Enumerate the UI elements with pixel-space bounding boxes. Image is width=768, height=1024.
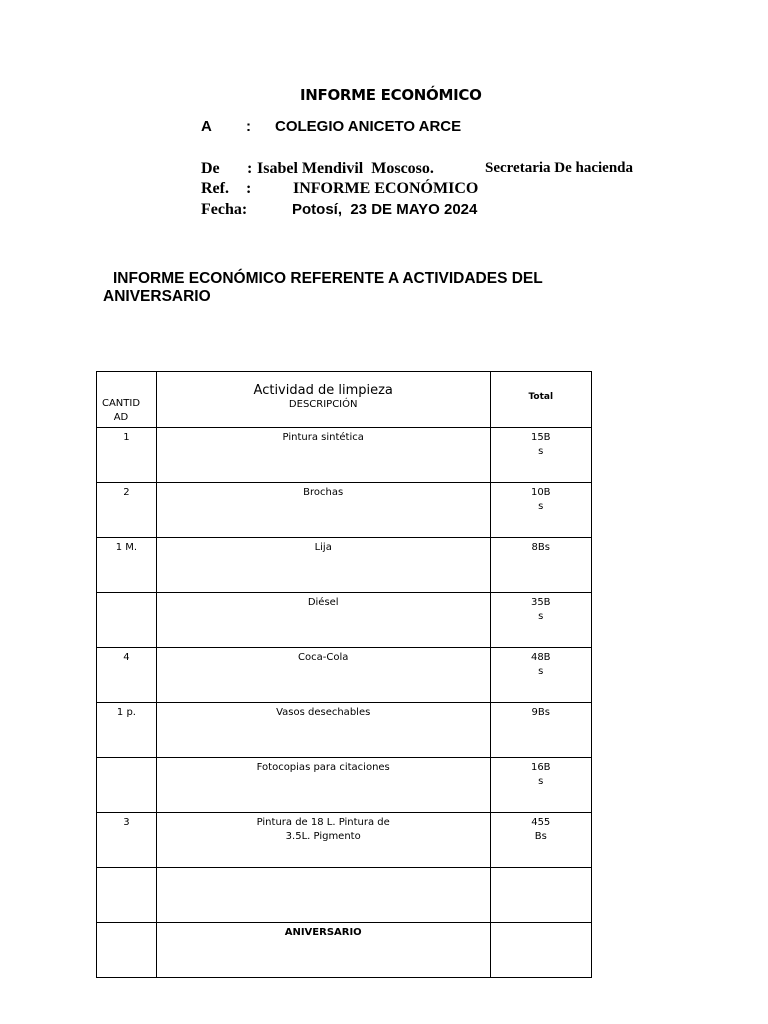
table-row: [97, 593, 592, 648]
col-desc-header: DESCRIPCIÓN: [288, 399, 358, 410]
table-row: [97, 813, 592, 868]
table-row: [97, 703, 592, 758]
qty-cell: [97, 648, 157, 703]
col-qty-header: CANTIDAD: [101, 398, 141, 423]
activity-title: Actividad de limpieza: [253, 383, 393, 398]
total-cell: [490, 758, 591, 813]
qty-value: 1 M.: [115, 542, 138, 553]
table-row: [97, 538, 592, 593]
qty-value: 1: [123, 432, 130, 443]
desc-value: Pintura de 18 L. Pintura de 3.5L. Pigmento: [256, 817, 390, 842]
qty-cell: [97, 703, 157, 758]
document-title: INFORME ECONÓMICO: [300, 86, 482, 104]
total-value: 9Bs: [531, 707, 550, 718]
from-role: Secretaria De hacienda: [485, 160, 634, 176]
desc-value: Coca-Cola: [298, 652, 349, 663]
total-value: 8Bs: [531, 542, 550, 553]
total-value: 10Bs: [530, 487, 551, 512]
ref-label: Ref.: [201, 180, 229, 197]
desc-cell: [156, 758, 490, 813]
total-value: 35Bs: [530, 597, 551, 622]
total-cell: [490, 428, 591, 483]
total-cell: [490, 538, 591, 593]
desc-value: Vasos desechables: [276, 707, 371, 718]
table-row: [97, 868, 592, 923]
table-row: [97, 923, 592, 978]
qty-cell: [97, 813, 157, 868]
to-value: COLEGIO ANICETO ARCE: [275, 118, 462, 135]
table-row: [97, 648, 592, 703]
qty-cell: [97, 868, 157, 923]
desc-cell: [156, 538, 490, 593]
desc-value: Pintura sintética: [282, 432, 364, 443]
total-cell: [490, 593, 591, 648]
total-cell: [490, 813, 591, 868]
total-value: 16Bs: [530, 762, 551, 787]
ref-separator: :: [246, 180, 252, 197]
table-row: [97, 483, 592, 538]
desc-cell: [156, 813, 490, 868]
ref-value: INFORME ECONÓMICO: [293, 180, 479, 197]
desc-value: Fotocopias para citaciones: [256, 762, 390, 773]
qty-cell: [97, 593, 157, 648]
qty-value: 4: [123, 652, 130, 663]
col-total-header: Total: [528, 392, 554, 402]
report-heading-line1: INFORME ECONÓMICO REFERENTE A ACTIVIDADES DEL: [113, 270, 543, 287]
report-heading: [103, 270, 573, 306]
from-label: De: [201, 160, 220, 177]
header-total-cell: [490, 372, 591, 428]
desc-cell: [156, 593, 490, 648]
to-separator: :: [246, 118, 251, 135]
total-cell: [490, 923, 591, 978]
table-header-row: [97, 372, 592, 428]
table-row: [97, 758, 592, 813]
total-cell: [490, 703, 591, 758]
desc-value: Brochas: [303, 487, 344, 498]
total-cell: [490, 868, 591, 923]
qty-value: 3: [123, 817, 130, 828]
expense-table: [96, 371, 592, 978]
total-value: 15Bs: [530, 432, 551, 457]
qty-cell: [97, 758, 157, 813]
qty-cell: [97, 538, 157, 593]
desc-cell: [156, 483, 490, 538]
desc-value: Lija: [314, 542, 332, 553]
date-value: Potosí, 23 DE MAYO 2024: [292, 201, 478, 218]
qty-value: 1 p.: [116, 707, 136, 718]
table-row: [97, 428, 592, 483]
to-label: A: [201, 118, 212, 135]
desc-value: Diésel: [307, 597, 339, 608]
desc-cell: [156, 428, 490, 483]
total-value: 48Bs: [530, 652, 551, 677]
desc-cell: [156, 703, 490, 758]
qty-cell: [97, 428, 157, 483]
from-value: Isabel Mendivil Moscoso.: [257, 160, 434, 177]
header-qty-cell: [97, 372, 157, 428]
qty-cell: [97, 483, 157, 538]
qty-value: 2: [123, 487, 130, 498]
total-cell: [490, 648, 591, 703]
date-label: Fecha:: [201, 201, 248, 218]
desc-cell: [156, 648, 490, 703]
qty-cell: [97, 923, 157, 978]
desc-value: ANIVERSARIO: [284, 927, 362, 938]
desc-cell: [156, 923, 490, 978]
total-value: 455 Bs: [531, 817, 551, 842]
header-desc-cell: [156, 372, 490, 428]
total-cell: [490, 483, 591, 538]
report-heading-line2: ANIVERSARIO: [103, 288, 211, 305]
desc-cell: [156, 868, 490, 923]
from-separator: :: [247, 160, 253, 177]
